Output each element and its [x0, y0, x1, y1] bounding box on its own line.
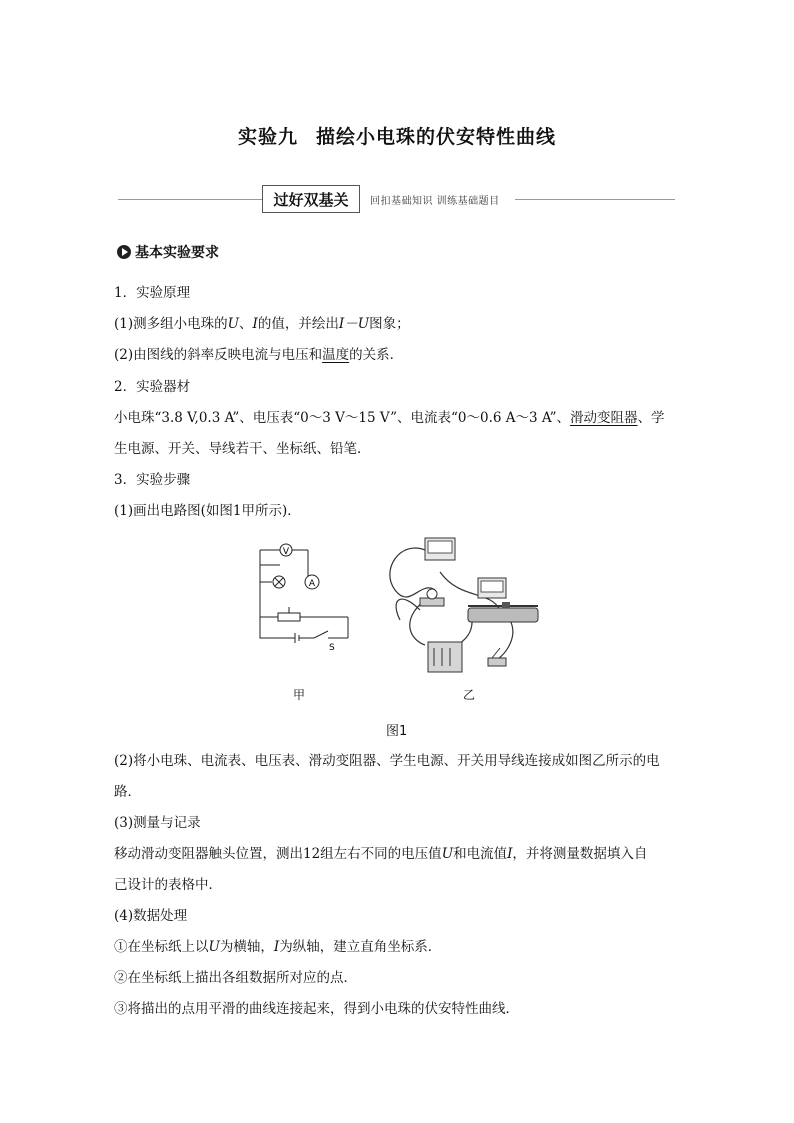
voltmeter-device — [425, 538, 455, 560]
voltmeter-label: V — [282, 547, 290, 557]
paragraph-equipment-2: 生电源、开关、导线若干、坐标纸、铅笔． — [114, 441, 371, 457]
var-u: U — [227, 316, 240, 332]
paragraph-step-3-cont: 己设计的表格中． — [114, 877, 222, 893]
text-run: 和电流值 — [453, 846, 508, 862]
figure-circuit — [250, 530, 550, 690]
paragraph-step-2-cont: 路． — [114, 784, 141, 800]
banner-title: 过好双基关 — [262, 185, 360, 213]
switch-label: S — [329, 643, 335, 653]
paragraph-step-1: (1)画出电路图(如图1甲所示)． — [114, 503, 301, 519]
bulb-holder — [420, 589, 444, 606]
section-heading — [117, 242, 219, 262]
switch-device — [488, 648, 506, 666]
paragraph-step-3: (3)测量与记录 — [114, 815, 201, 831]
figure-label-right: 乙 — [463, 688, 476, 702]
paragraph-principle-2 — [114, 345, 403, 365]
text-run: (1)测多组小电珠的 — [114, 316, 228, 332]
var-iu: I－U — [338, 316, 370, 332]
text-run: ①在坐标纸上以 — [114, 939, 209, 955]
banner-rule-right — [515, 199, 675, 200]
heading-steps: 3．实验步骤 — [114, 472, 191, 488]
text-run: (2)由图线的斜率反映电流与电压和 — [114, 347, 323, 363]
text-run: ，并将测量数据填入自 — [512, 846, 648, 862]
text-run: 移动滑动变阻器触头位置，测出12组左右不同的电压值 — [114, 846, 442, 862]
var-i: I — [507, 846, 513, 862]
rheostat-device — [468, 602, 538, 622]
banner-subtitle: 回扣基础知识 训练基础题目 — [370, 196, 500, 207]
text-run: 的值，并绘出 — [257, 316, 339, 332]
text-run: 的关系． — [349, 347, 404, 363]
underlined-term: 温度 — [322, 347, 350, 363]
underlined-term: 滑动变阻器 — [570, 410, 638, 426]
var-i: I — [273, 939, 280, 955]
power-supply-device — [428, 642, 462, 672]
heading-equipment: 2．实验器材 — [114, 379, 191, 395]
text-run: 为横轴， — [219, 939, 274, 955]
page-title — [0, 122, 794, 149]
section-heading-text: 基本实验要求 — [135, 245, 219, 261]
heading-principle: 1．实验原理 — [114, 285, 191, 301]
paragraph-equipment-1 — [114, 408, 665, 428]
var-u: U — [208, 939, 220, 955]
paragraph-principle-1 — [114, 314, 410, 334]
figure-label-left: 甲 — [293, 688, 306, 702]
text-run: 、学 — [637, 410, 665, 426]
paragraph-step-3-body — [114, 844, 647, 864]
paragraph-step-2: (2)将小电珠、电流表、电压表、滑动变阻器、学生电源、开关用导线连接成如图乙所示的电 — [114, 753, 660, 769]
title-part-1: 实验九 — [237, 126, 298, 148]
var-i: I — [252, 316, 258, 332]
text-run: 、 — [239, 316, 253, 332]
paragraph-step-4-b: ②在坐标纸上描出各组数据所对应的点． — [114, 970, 357, 986]
banner-rule-left — [118, 199, 262, 200]
paragraph-step-4-a — [114, 937, 441, 957]
figure-caption: 图1 — [386, 724, 408, 739]
text-run: 图象； — [369, 316, 410, 332]
var-u: U — [441, 846, 454, 862]
text-run: 为纵轴，建立直角坐标系． — [279, 939, 442, 955]
ammeter-device — [478, 578, 506, 598]
circuit-diagram — [260, 550, 348, 643]
ammeter-label: A — [308, 579, 316, 589]
play-circle-icon — [117, 245, 131, 259]
paragraph-step-4-c: ③将描出的点用平滑的曲线连接起来，得到小电珠的伏安特性曲线． — [114, 1001, 519, 1017]
text-run: 小电珠“3.8 V,0.3 A”、电压表“0～3 V～15 V”、电流表“0～0.6 A～3 A”、 — [114, 410, 571, 426]
paragraph-step-4: (4)数据处理 — [114, 908, 188, 924]
title-part-2: 描绘小电珠的伏安特性曲线 — [316, 126, 557, 148]
